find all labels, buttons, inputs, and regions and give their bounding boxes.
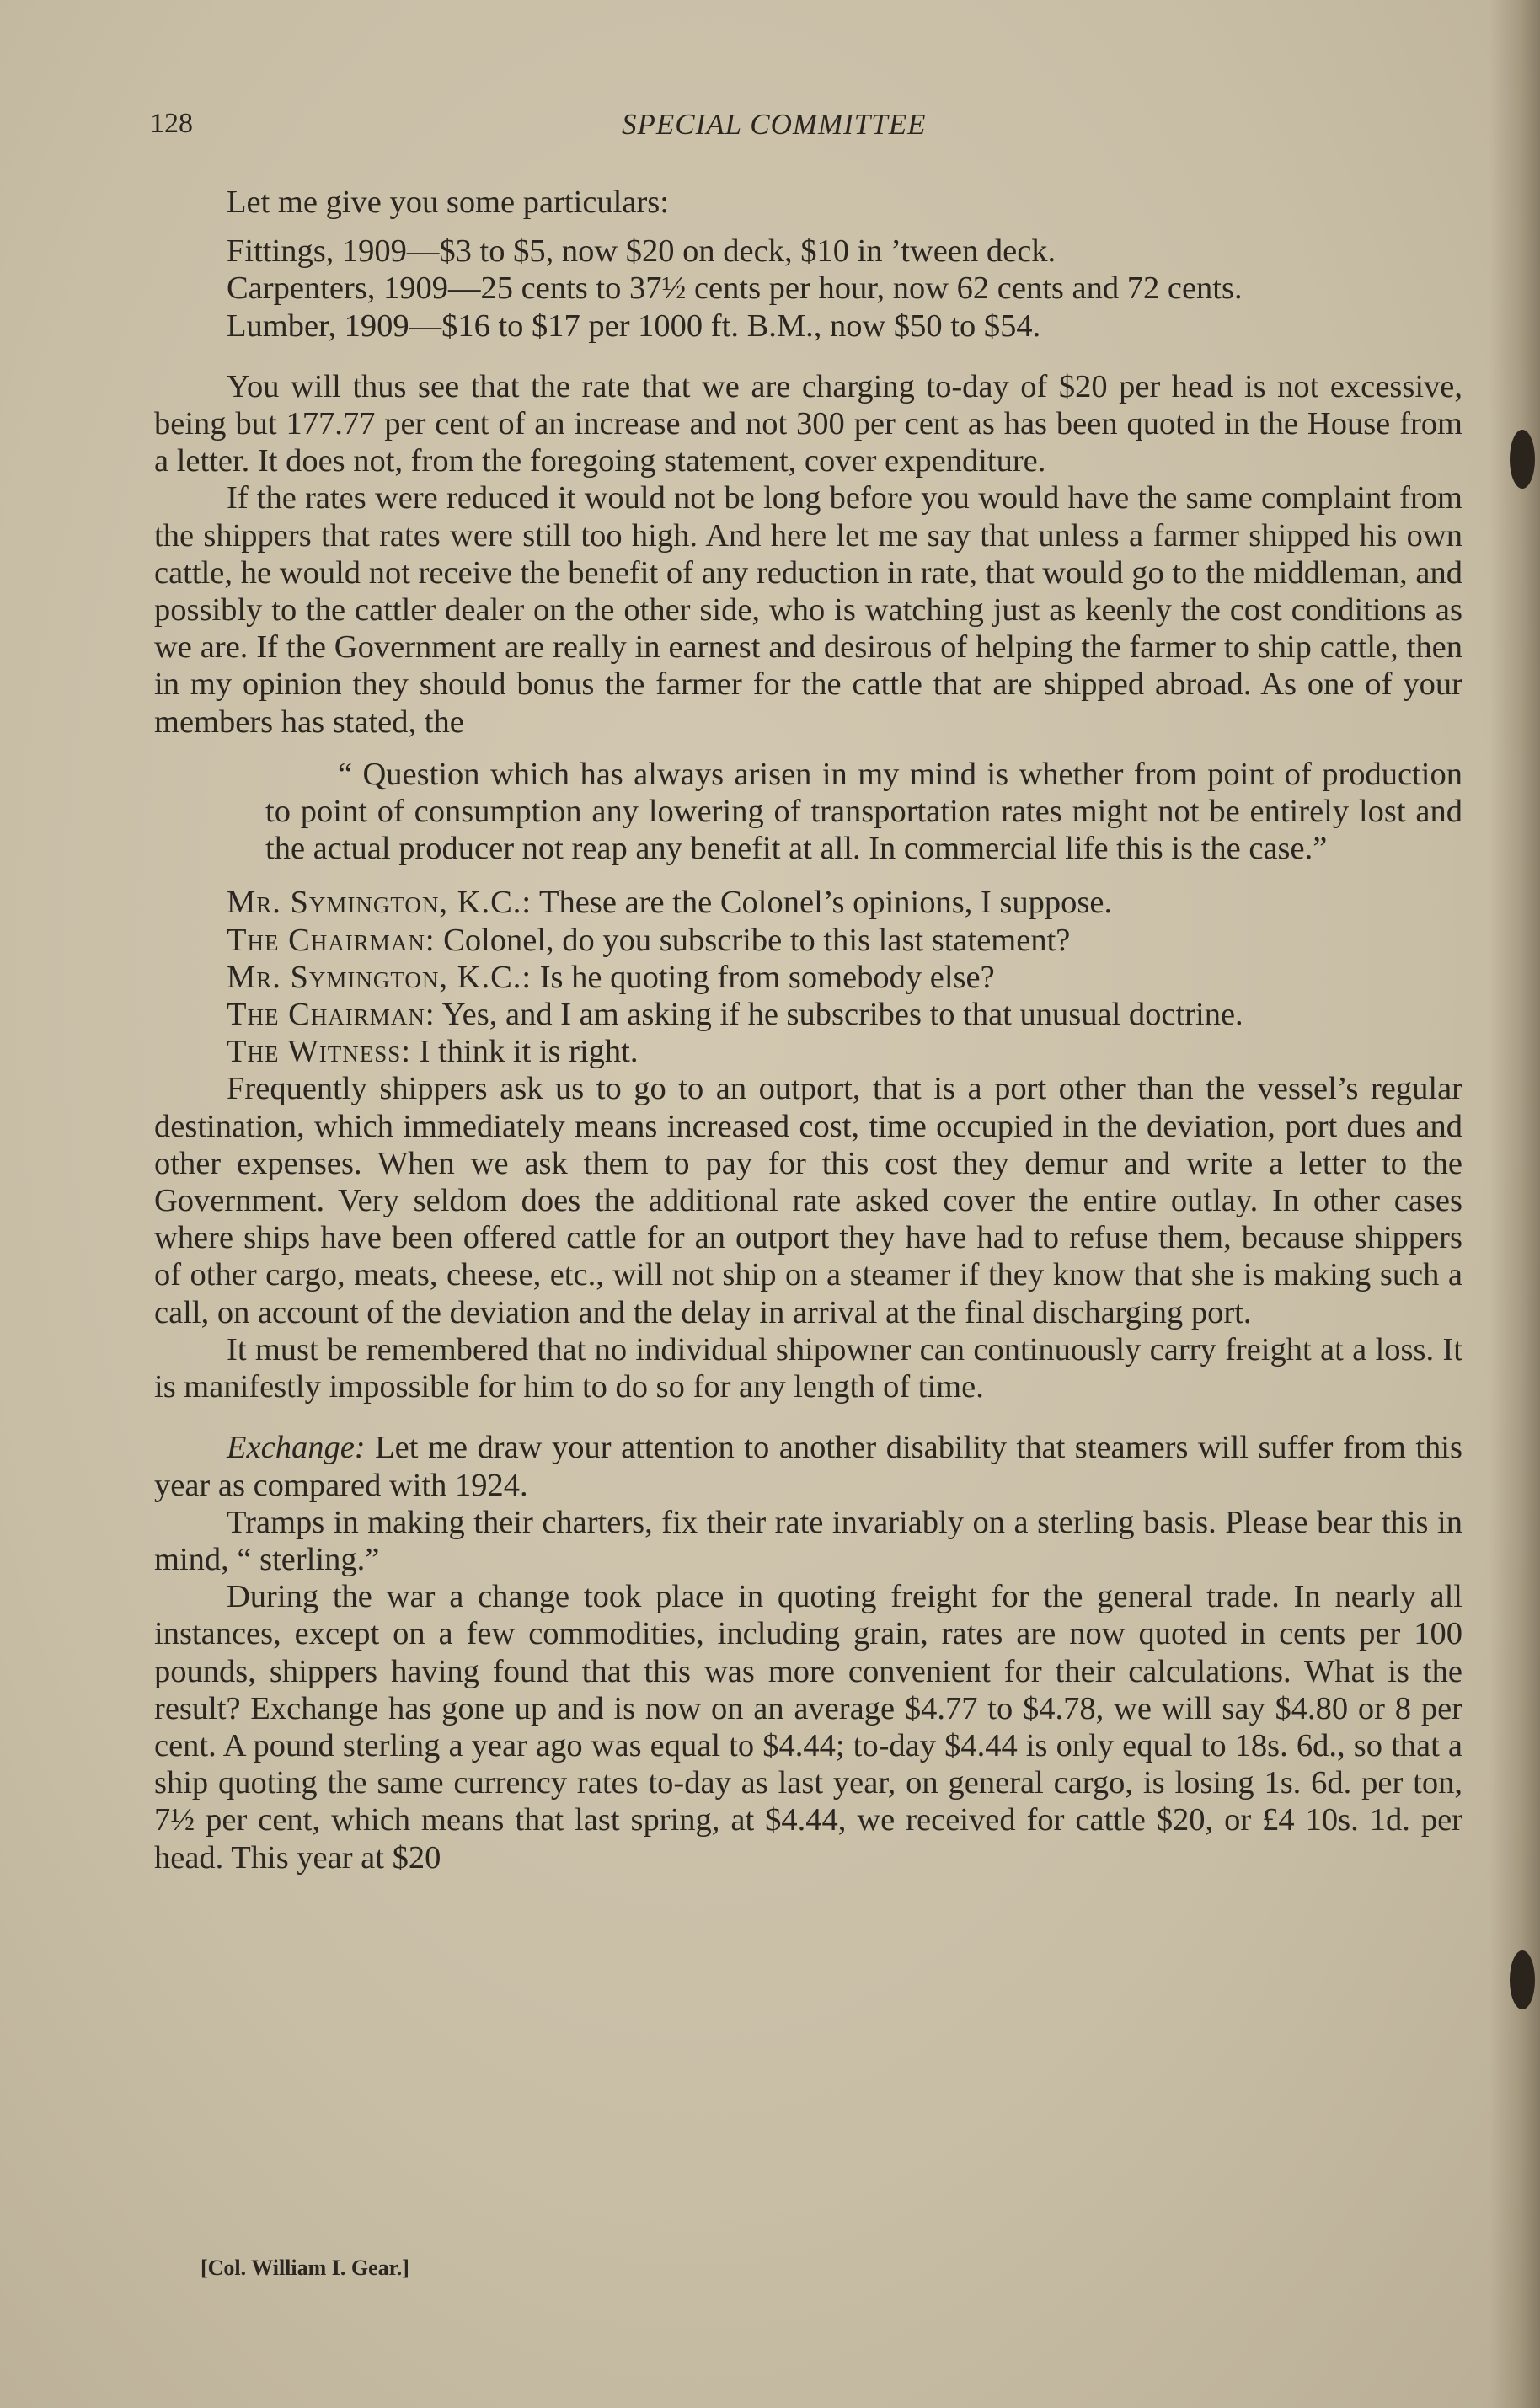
page-number: 128 [150,108,193,139]
list-item: Carpenters, 1909—25 cents to 37½ cents per hour, now 62 cents and 72 cents. [227,270,1243,307]
dialogue-line [154,922,1462,959]
paragraph: You will thus see that the rate that we are charging to-day of $20 per head is not excessive, being but 177.77 per cent of an increase and not 300 per cent as has been quoted in the House from a letter. It does not, from the foregoing statement, cover expenditure. [154,368,1462,479]
dialogue-line [154,1033,1462,1070]
paragraph-text: Let me draw your attention to another disability that steamers will suffer from this year as compared with 1924. [154,1430,1462,1503]
intro-paragraph: Let me give you some particulars: [227,185,669,220]
block-quote [265,756,1462,868]
speaker-name: The Witness: [227,1034,411,1070]
dialogue-line [154,884,1462,921]
page-edge-shadow [1489,0,1540,2408]
dialogue-text: Is he quoting from somebody else? [532,959,995,995]
dialogue-line [154,959,1462,996]
speaker-name: Mr. Symington, K.C.: [227,959,532,995]
speaker-name: The Chairman: [227,997,436,1033]
paragraph: If the rates were reduced it would not be long before you would have the same complaint from the shippers that rates were still too high. And here let me say that unless a farmer shipped his own cattle, he would not receive the benefit of any reduction in rate, that would go to the middleman, and possibly to the cattler dealer on the other side, who is watching just as keenly the cost conditions as we are. If the Government are really in earnest and desirous of helping the farmer to ship cattle, then in my opinion they should bonus the farmer for the cattle that are shipped abroad. As one of your members has stated, the [154,480,1462,740]
paragraph: Frequently shippers ask us to go to an outport, that is a port other than the vessel’s regular destination, which immediately means increased cost, time occupied in the deviation, port dues and other expenses. When we ask them to pay for this cost they demur and write a letter to the Government. Very seldom does the additional rate asked cover the entire outlay. In other cases where ships have been offered cattle for an outport they have had to refuse them, because shippers of other cargo, meats, cheese, etc., will not ship on a steamer if they know that she is making such a call, on account of the deviation and the delay in arrival at the final discharging port. [154,1071,1462,1330]
page-header-title: SPECIAL COMMITTEE [622,108,927,141]
particulars-list [227,233,1462,345]
quote-text: “ Question which has always arisen in my mind is whether from point of production to point of consumption any lowering of transportation rates might not be entirely lost and the actual producer not reap any benefit at all. In commercial life this is the case.” [265,756,1462,867]
paragraph [154,1429,1462,1503]
speaker-name: The Chairman: [227,922,436,958]
dialogue-text: These are the Colonel’s opinions, I suppose. [532,885,1113,921]
list-item: Fittings, 1909—$3 to $5, now $20 on deck, $10 in ’tween deck. [227,233,1056,270]
paragraph: Tramps in making their charters, fix their rate invariably on a sterling basis. Please bear this in mind, “ sterling.” [154,1504,1462,1577]
speaker-attribution: [Col. William I. Gear.] [201,2255,409,2280]
dialogue-text: Colonel, do you subscribe to this last statement? [435,922,1071,958]
dialogue-text: Yes, and I am asking if he subscribes to that unusual doctrine. [435,997,1243,1033]
dialogue-line [154,996,1462,1033]
paragraph: It must be remembered that no individual shipowner can continuously carry freight at a loss. It is manifestly impossible for him to do so for any length of time. [154,1331,1462,1405]
speaker-name: Mr. Symington, K.C.: [227,885,532,921]
paragraph: During the war a change took place in quoting freight for the general trade. In nearly all instances, except on a few commodities, including grain, rates are now quoted in cents per 100 pounds, shippers having found that this was more convenient for their calculations. What is the result? Exchange has gone up and is now on an average $4.77 to $4.78, we will say $4.80 or 8 per cent. A pound sterling a year ago was equal to $4.44; to-day $4.44 is only equal to 18s. 6d., so that a ship quoting the same currency rates to-day as last year, on general cargo, is losing 1s. 6d. per ton, 7½ per cent, which means that last spring, at $4.44, we received for cattle $20, or £4 10s. 1d. per head. This year at $20 [154,1579,1462,1876]
running-head [150,108,1464,150]
paragraph-lead: Exchange: [227,1430,366,1466]
list-item: Lumber, 1909—$16 to $17 per 1000 ft. B.M., now $50 to $54. [227,308,1041,344]
binding-hole [1510,1950,1535,2009]
dialogue-text: I think it is right. [410,1034,639,1070]
binding-hole [1510,430,1535,489]
body-text [154,184,1462,1876]
